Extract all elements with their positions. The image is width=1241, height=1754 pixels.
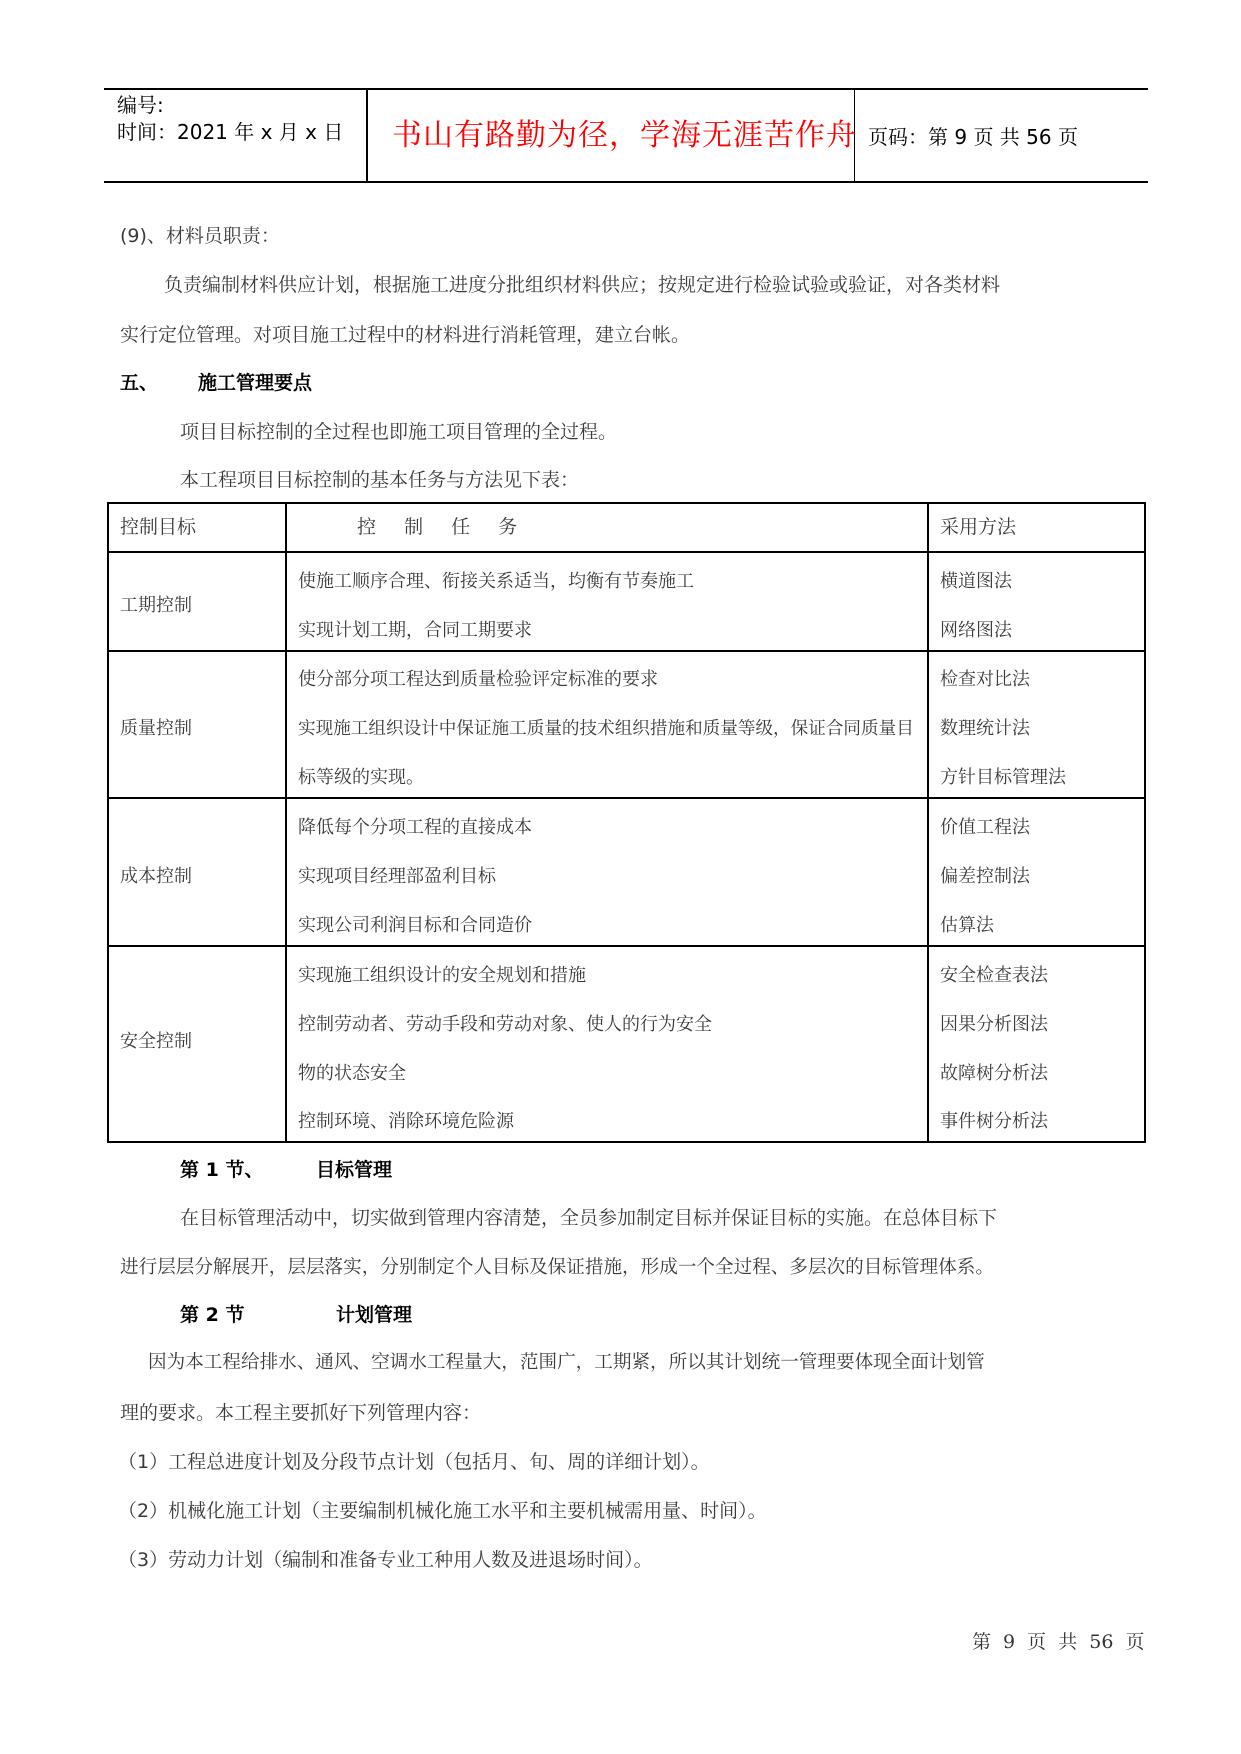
table-row-method: 偏差控制法 [940,866,1030,887]
chapter-5-line1: 项目目标控制的全过程也即施工项目管理的全过程。 [180,421,618,443]
section-2-title: 计划管理 [336,1304,413,1326]
table-row-method: 事件树分析法 [940,1111,1048,1132]
section-9-paragraph-line1: 负责编制材料供应计划，根据施工进度分批组织材料供应；按规定进行检验试验或验证，对各类材料 [164,274,1001,296]
table-right-rule [1144,502,1146,1143]
table-col-rule [927,502,929,1143]
table-row-task: 实现公司利润目标和合同造价 [298,915,532,936]
table-row-method: 价值工程法 [940,817,1030,838]
table-header-rule [107,551,1146,553]
table-row-task: 使施工顺序合理、衔接关系适当，均衡有节奏施工 [298,571,694,592]
section-1-line1: 在目标管理活动中，切实做到管理内容清楚，全员参加制定目标并保证目标的实施。在总体目标下 [180,1207,998,1229]
table-header-methods: 采用方法 [940,516,1017,538]
table-row-method: 网络图法 [940,620,1012,641]
table-row-task: 控制劳动者、劳动手段和劳动对象、使人的行为安全 [298,1014,712,1035]
table-col-rule [285,502,287,1143]
table-row-rule [107,650,1146,652]
table-row-method: 故障树分析法 [940,1063,1048,1084]
table-row-rule [107,797,1146,799]
section-9-title: (9)、材料员职责： [120,225,280,247]
table-row-target: 成本控制 [120,866,192,887]
serial-number-label: 编号: [117,93,164,117]
chapter-5-number: 五、 [120,372,159,394]
table-row-method: 检查对比法 [940,669,1030,690]
section-2-list-item: （1）工程总进度计划及分段节点计划（包括月、旬、周的详细计划）。 [118,1451,710,1473]
table-row-task: 标等级的实现。 [298,767,424,788]
table-row-method: 安全检查表法 [940,965,1048,986]
table-row-method: 横道图法 [940,571,1012,592]
table-row-task: 物的状态安全 [298,1063,406,1084]
section-1-title: 目标管理 [316,1159,393,1181]
section-1-line2: 进行层层分解展开，层层落实，分别制定个人目标及保证措施，形成一个全过程、多层次的目标管理体系。 [120,1257,994,1278]
table-row-method: 方针目标管理法 [940,767,1066,788]
header-top-rule [104,88,1148,90]
table-row-target: 安全控制 [120,1031,192,1052]
table-row-task: 实现施工组织设计的安全规划和措施 [298,965,586,986]
table-bottom-rule [107,1141,1146,1143]
chapter-5-line2: 本工程项目目标控制的基本任务与方法见下表： [180,469,580,491]
table-top-rule [107,502,1146,504]
table-row-task: 实现项目经理部盈利目标 [298,866,496,887]
table-header-target: 控制目标 [120,516,197,538]
table-row-task: 降低每个分项工程的直接成本 [298,817,532,838]
table-row-task: 实现计划工期，合同工期要求 [298,620,532,641]
table-row-method: 因果分析图法 [940,1014,1048,1035]
section-2-line2: 理的要求。本工程主要抓好下列管理内容： [120,1402,482,1424]
section-9-paragraph-line2: 实行定位管理。对项目施工过程中的材料进行消耗管理，建立台帐。 [120,324,691,346]
section-2-line1: 因为本工程给排水、通风、空调水工程量大，范围广，工期紧，所以其计划统一管理要体现全面计划管 [148,1352,985,1373]
table-row-target: 质量控制 [120,718,192,739]
date-label: 时间：2021 年 x 月 x 日 [117,120,344,144]
chapter-5-title: 施工管理要点 [198,372,313,394]
table-row-method: 估算法 [940,915,994,936]
section-2-number: 第 2 节 [180,1304,245,1326]
table-header-tasks: 控 制 任 务 [357,516,518,538]
table-row-task: 使分部分项工程达到质量检验评定标准的要求 [298,669,658,690]
table-row-target: 工期控制 [120,595,192,616]
table-row-task: 实现施工组织设计中保证施工质量的技术组织措施和质量等级，保证合同质量目 [298,719,914,739]
header-motto: 书山有路勤为径，学海无涯苦作舟 [392,118,857,153]
table-row-method: 数理统计法 [940,718,1030,739]
table-left-rule [107,502,109,1143]
page-footer-number: 第 9 页 共 56 页 [972,1631,1145,1653]
header-page-number: 页码：第 9 页 共 56 页 [868,125,1078,149]
section-1-number: 第 1 节、 [180,1159,264,1181]
table-row-task: 控制环境、消除环境危险源 [298,1111,514,1132]
section-2-list-item: （2）机械化施工计划（主要编制机械化施工水平和主要机械需用量、时间）。 [118,1500,767,1522]
header-bottom-rule [104,181,1148,183]
table-row-rule [107,945,1146,947]
section-2-list-item: （3）劳动力计划（编制和准备专业工种用人数及进退场时间）。 [118,1549,653,1571]
header-divider-left [366,89,368,182]
